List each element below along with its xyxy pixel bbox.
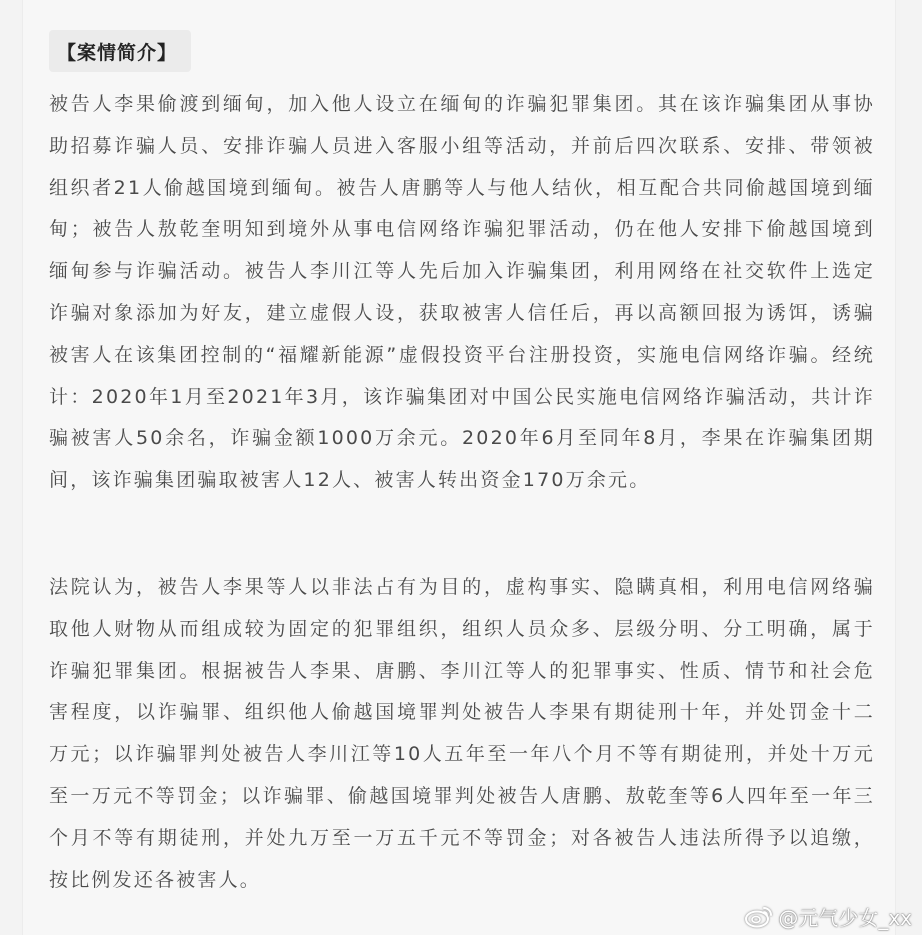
weibo-logo-icon bbox=[744, 904, 774, 928]
section-header bbox=[49, 30, 191, 72]
case-summary-paragraph: 被告人李果偷渡到缅甸，加入他人设立在缅甸的诈骗犯罪集团。其在该诈骗集团从事协助招募诈骗人员、安排诈骗人员进入客服小组等活动，并前后四次联系、安排、带领被组织者21人偷越国境到缅甸。被告人唐鹏等人与他人结伙，相互配合共同偷越国境到缅甸；被告人敖乾奎明知到境外从事电信网络诈骗犯罪活动，仍在他人安排下偷越国境到缅甸参与诈骗活动。被告人李川江等人先后加入诈骗集团，利用网络在社交软件上选定诈骗对象添加为好友，建立虚假人设，获取被害人信任后，再以高额回报为诱饵，诱骗被害人在该集团控制的“福耀新能源”虚假投资平台注册投资，实施电信网络诈骗。经统计：2020年1月至2021年3月，该诈骗集团对中国公民实施电信网络诈骗活动，共计诈骗被害人50余名，诈骗金额1000万余元。2020年6月至同年8月，李果在诈骗集团期间，该诈骗集团骗取被害人12人、被害人转出资金170万余元。 bbox=[49, 93, 875, 492]
court-ruling-paragraph: 法院认为，被告人李果等人以非法占有为目的，虚构事实、隐瞒真相，利用电信网络骗取他人财物从而组成较为固定的犯罪组织，组织人员众多、层级分明、分工明确，属于诈骗犯罪集团。根据被告人李果、唐鹏、李川江等人的犯罪事实、性质、情节和社会危害程度，以诈骗罪、组织他人偷越国境罪判处被告人李果有期徒刑十年，并处罚金十二万元；以诈骗罪判处被告人李川江等10人五年至一年八个月不等有期徒刑，并处十万元至一万元不等罚金；以诈骗罪、偷越国境罪判处被告人唐鹏、敖乾奎等6人四年至一年三个月不等有期徒刑，并处九万至一万五千元不等罚金；对各被告人违法所得予以追缴，按比例发还各被害人。 bbox=[49, 576, 875, 891]
watermark bbox=[744, 903, 912, 929]
watermark-text: @元气少女_xx bbox=[778, 905, 912, 930]
document-card bbox=[22, 0, 896, 935]
section-title: 【案情简介】 bbox=[57, 41, 178, 64]
